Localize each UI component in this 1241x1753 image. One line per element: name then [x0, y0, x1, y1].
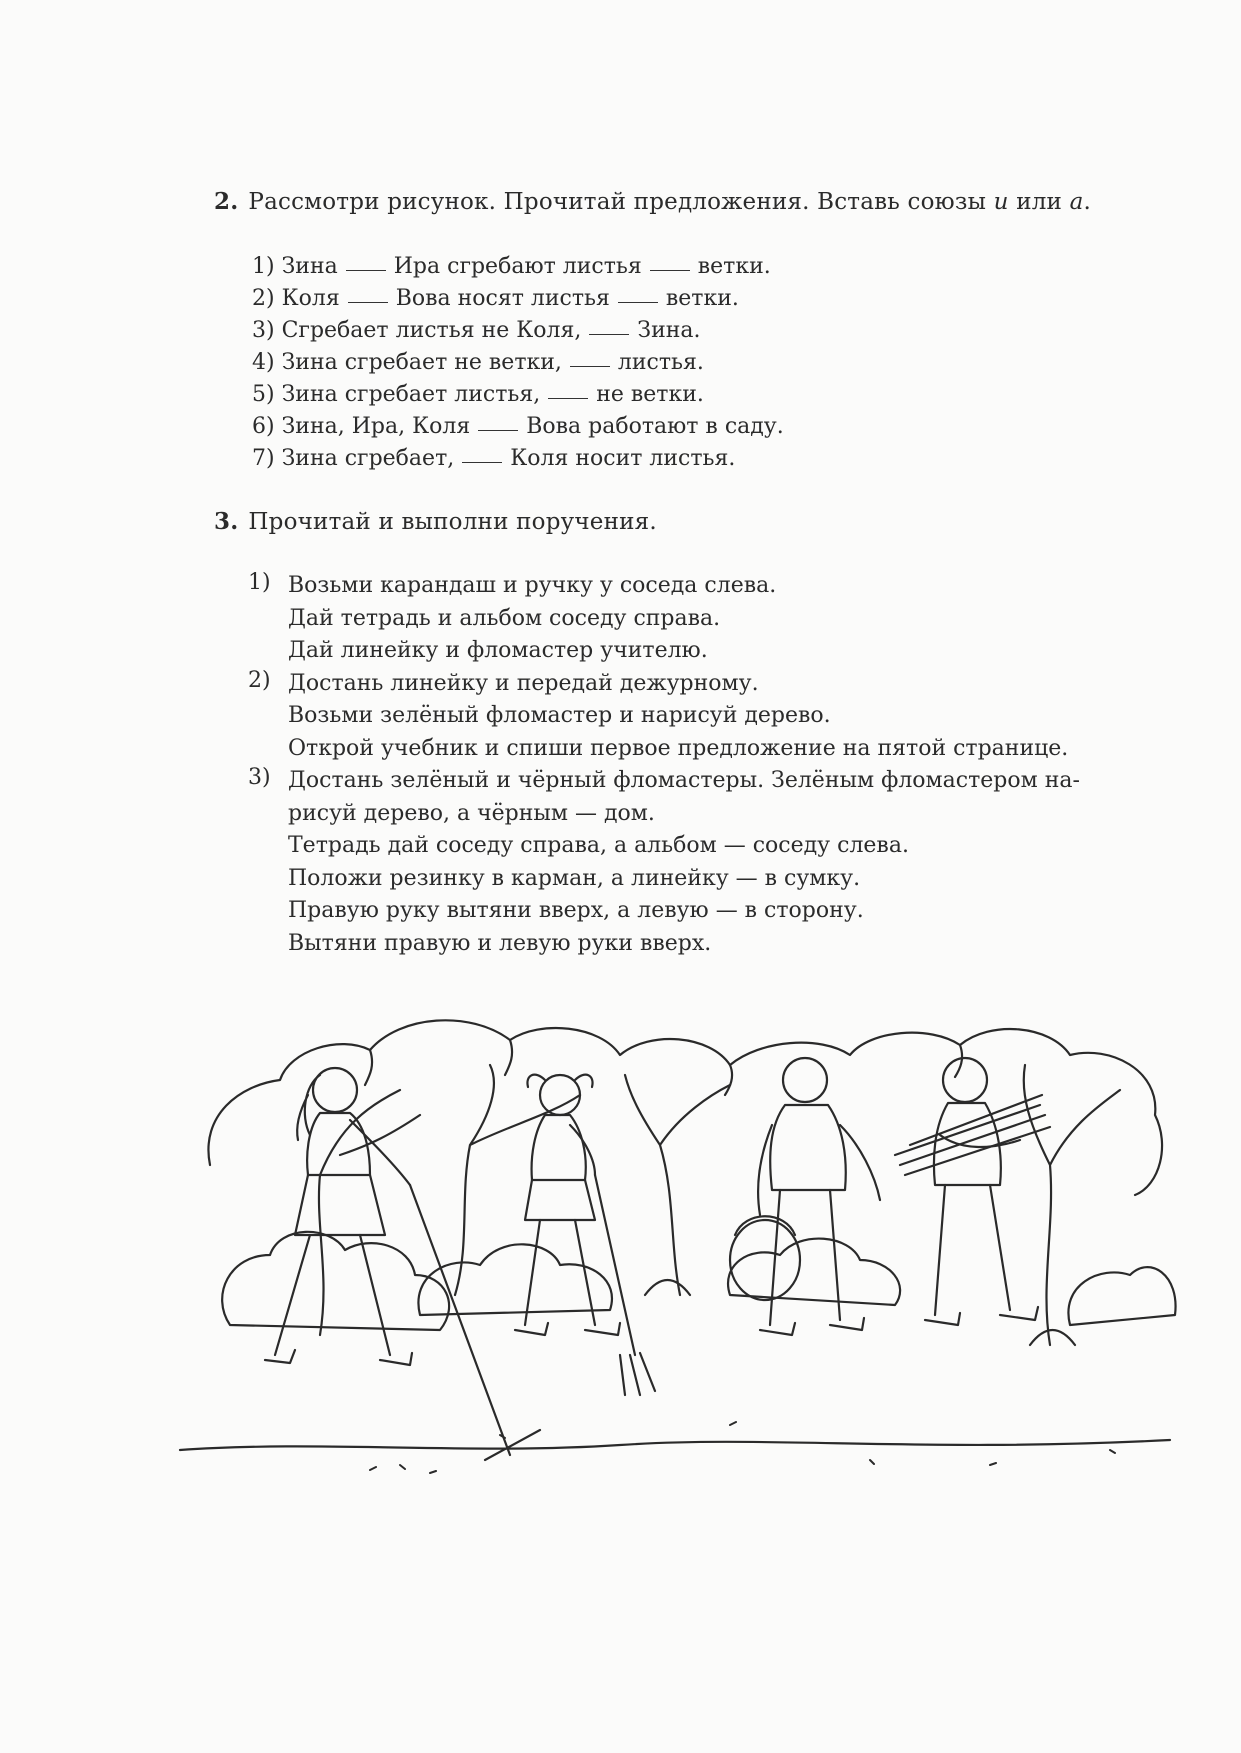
fill-blank[interactable] [570, 346, 610, 367]
bush [1068, 1267, 1175, 1325]
exercise-2-period: . [1083, 189, 1092, 215]
tree-trunk [1024, 1065, 1120, 1345]
task-line: Вытяни правую и левую руки вверх. [288, 930, 712, 956]
sentence-part: Зина сгребает листья, [281, 382, 541, 407]
sentence-number: 5) [252, 382, 275, 407]
sentence-part: ветки. [665, 286, 739, 311]
exercise-3-number: 3. [214, 508, 239, 535]
sentence-part: не ветки. [596, 382, 704, 407]
exercise-2-sentence-list [252, 250, 784, 474]
boy-with-branches [895, 1058, 1050, 1325]
conjunction-a: а [1069, 189, 1084, 215]
fill-blank[interactable] [462, 442, 502, 463]
task-item [248, 570, 1080, 668]
boy-with-basket [730, 1058, 880, 1335]
fill-blank[interactable] [650, 250, 690, 271]
sentence-part: Зина сгребает, [281, 446, 455, 471]
conjunction-i: и [993, 189, 1009, 215]
sentence-part: Зина, Ира, Коля [281, 414, 471, 439]
exercise-3-prompt: Прочитай и выполни поручения. [248, 509, 657, 535]
task-line: Правую руку вытяни вверх, а левую — в сторону. [288, 898, 864, 923]
sentence-part: Вова работают в саду. [526, 414, 784, 439]
fill-blank[interactable] [618, 282, 658, 303]
ground-line [180, 1440, 1170, 1450]
sentence-item [252, 282, 784, 314]
tree-trunk [625, 1075, 730, 1295]
bush [418, 1244, 612, 1315]
sentence-item [252, 442, 784, 474]
sentence-part: Ира сгребают листья [393, 254, 642, 279]
sentence-number: 4) [252, 350, 275, 375]
task-number: 1) [248, 570, 271, 595]
sentence-part: ветки. [697, 254, 771, 279]
sentence-number: 1) [252, 254, 275, 279]
exercise-2-heading [214, 188, 1091, 215]
sentence-part: Вова носят листья [395, 286, 610, 311]
task-number: 2) [248, 667, 271, 693]
task-line: Положи резинку в карман, а линейку — в сумку. [288, 865, 861, 891]
fill-blank[interactable] [478, 410, 518, 431]
task-item [248, 765, 1080, 960]
exercise-2-prompt: Рассмотри рисунок. Прочитай предложения. Вставь союзы [248, 189, 987, 215]
task-number: 3) [248, 765, 271, 790]
girl-with-fork [515, 1075, 655, 1395]
conjunction-or: или [1016, 189, 1063, 215]
task-line: Дай линейку и фломастер учителю. [288, 638, 708, 663]
sentence-number: 2) [252, 286, 275, 311]
exercise-3-task-list [248, 570, 1080, 960]
sentence-item [252, 378, 784, 410]
sentence-item [252, 410, 784, 442]
sentence-part: Коля носит листья. [510, 446, 736, 471]
fill-blank[interactable] [346, 250, 386, 271]
exercise-3-heading [214, 508, 657, 535]
sentence-part: Зина сгребает не ветки, [281, 350, 562, 375]
sentence-item [252, 250, 784, 282]
sentence-number: 7) [252, 446, 275, 471]
bush [728, 1239, 900, 1305]
sentence-part: Коля [281, 286, 340, 311]
fill-blank[interactable] [348, 282, 388, 303]
bush [222, 1232, 449, 1330]
sentence-item [252, 314, 784, 346]
children-working-in-garden-illustration [170, 995, 1180, 1495]
sentence-part: Зина [281, 254, 338, 279]
sentence-number: 3) [252, 318, 275, 343]
task-line: Достань зелёный и чёрный фломастеры. Зелёным фломастером на- [288, 768, 1080, 793]
sentence-part: листья. [617, 350, 704, 375]
task-line: Достань линейку и передай дежурному. [288, 670, 759, 696]
sentence-number: 6) [252, 414, 275, 439]
sentence-part: Сгребает листья не Коля, [281, 318, 582, 343]
task-line: Тетрадь дай соседу справа, а альбом — соседу слева. [288, 833, 909, 858]
task-line: Возьми зелёный фломастер и нарисуй дерево. [288, 703, 831, 728]
sentence-item [252, 346, 784, 378]
task-line: Возьми карандаш и ручку у соседа слева. [288, 573, 777, 598]
fill-blank[interactable] [548, 378, 588, 399]
fill-blank[interactable] [589, 314, 629, 335]
task-line: Открой учебник и спиши первое предложение на пятой странице. [288, 735, 1069, 761]
task-line: Дай тетрадь и альбом соседу справа. [288, 605, 721, 631]
tree-canopy [208, 1020, 1162, 1195]
tree-trunk [319, 1090, 420, 1335]
task-line: рисуй дерево, а чёрным — дом. [288, 800, 655, 826]
task-item [248, 668, 1080, 766]
sentence-part: Зина. [637, 318, 701, 343]
exercise-2-number: 2. [214, 188, 239, 215]
